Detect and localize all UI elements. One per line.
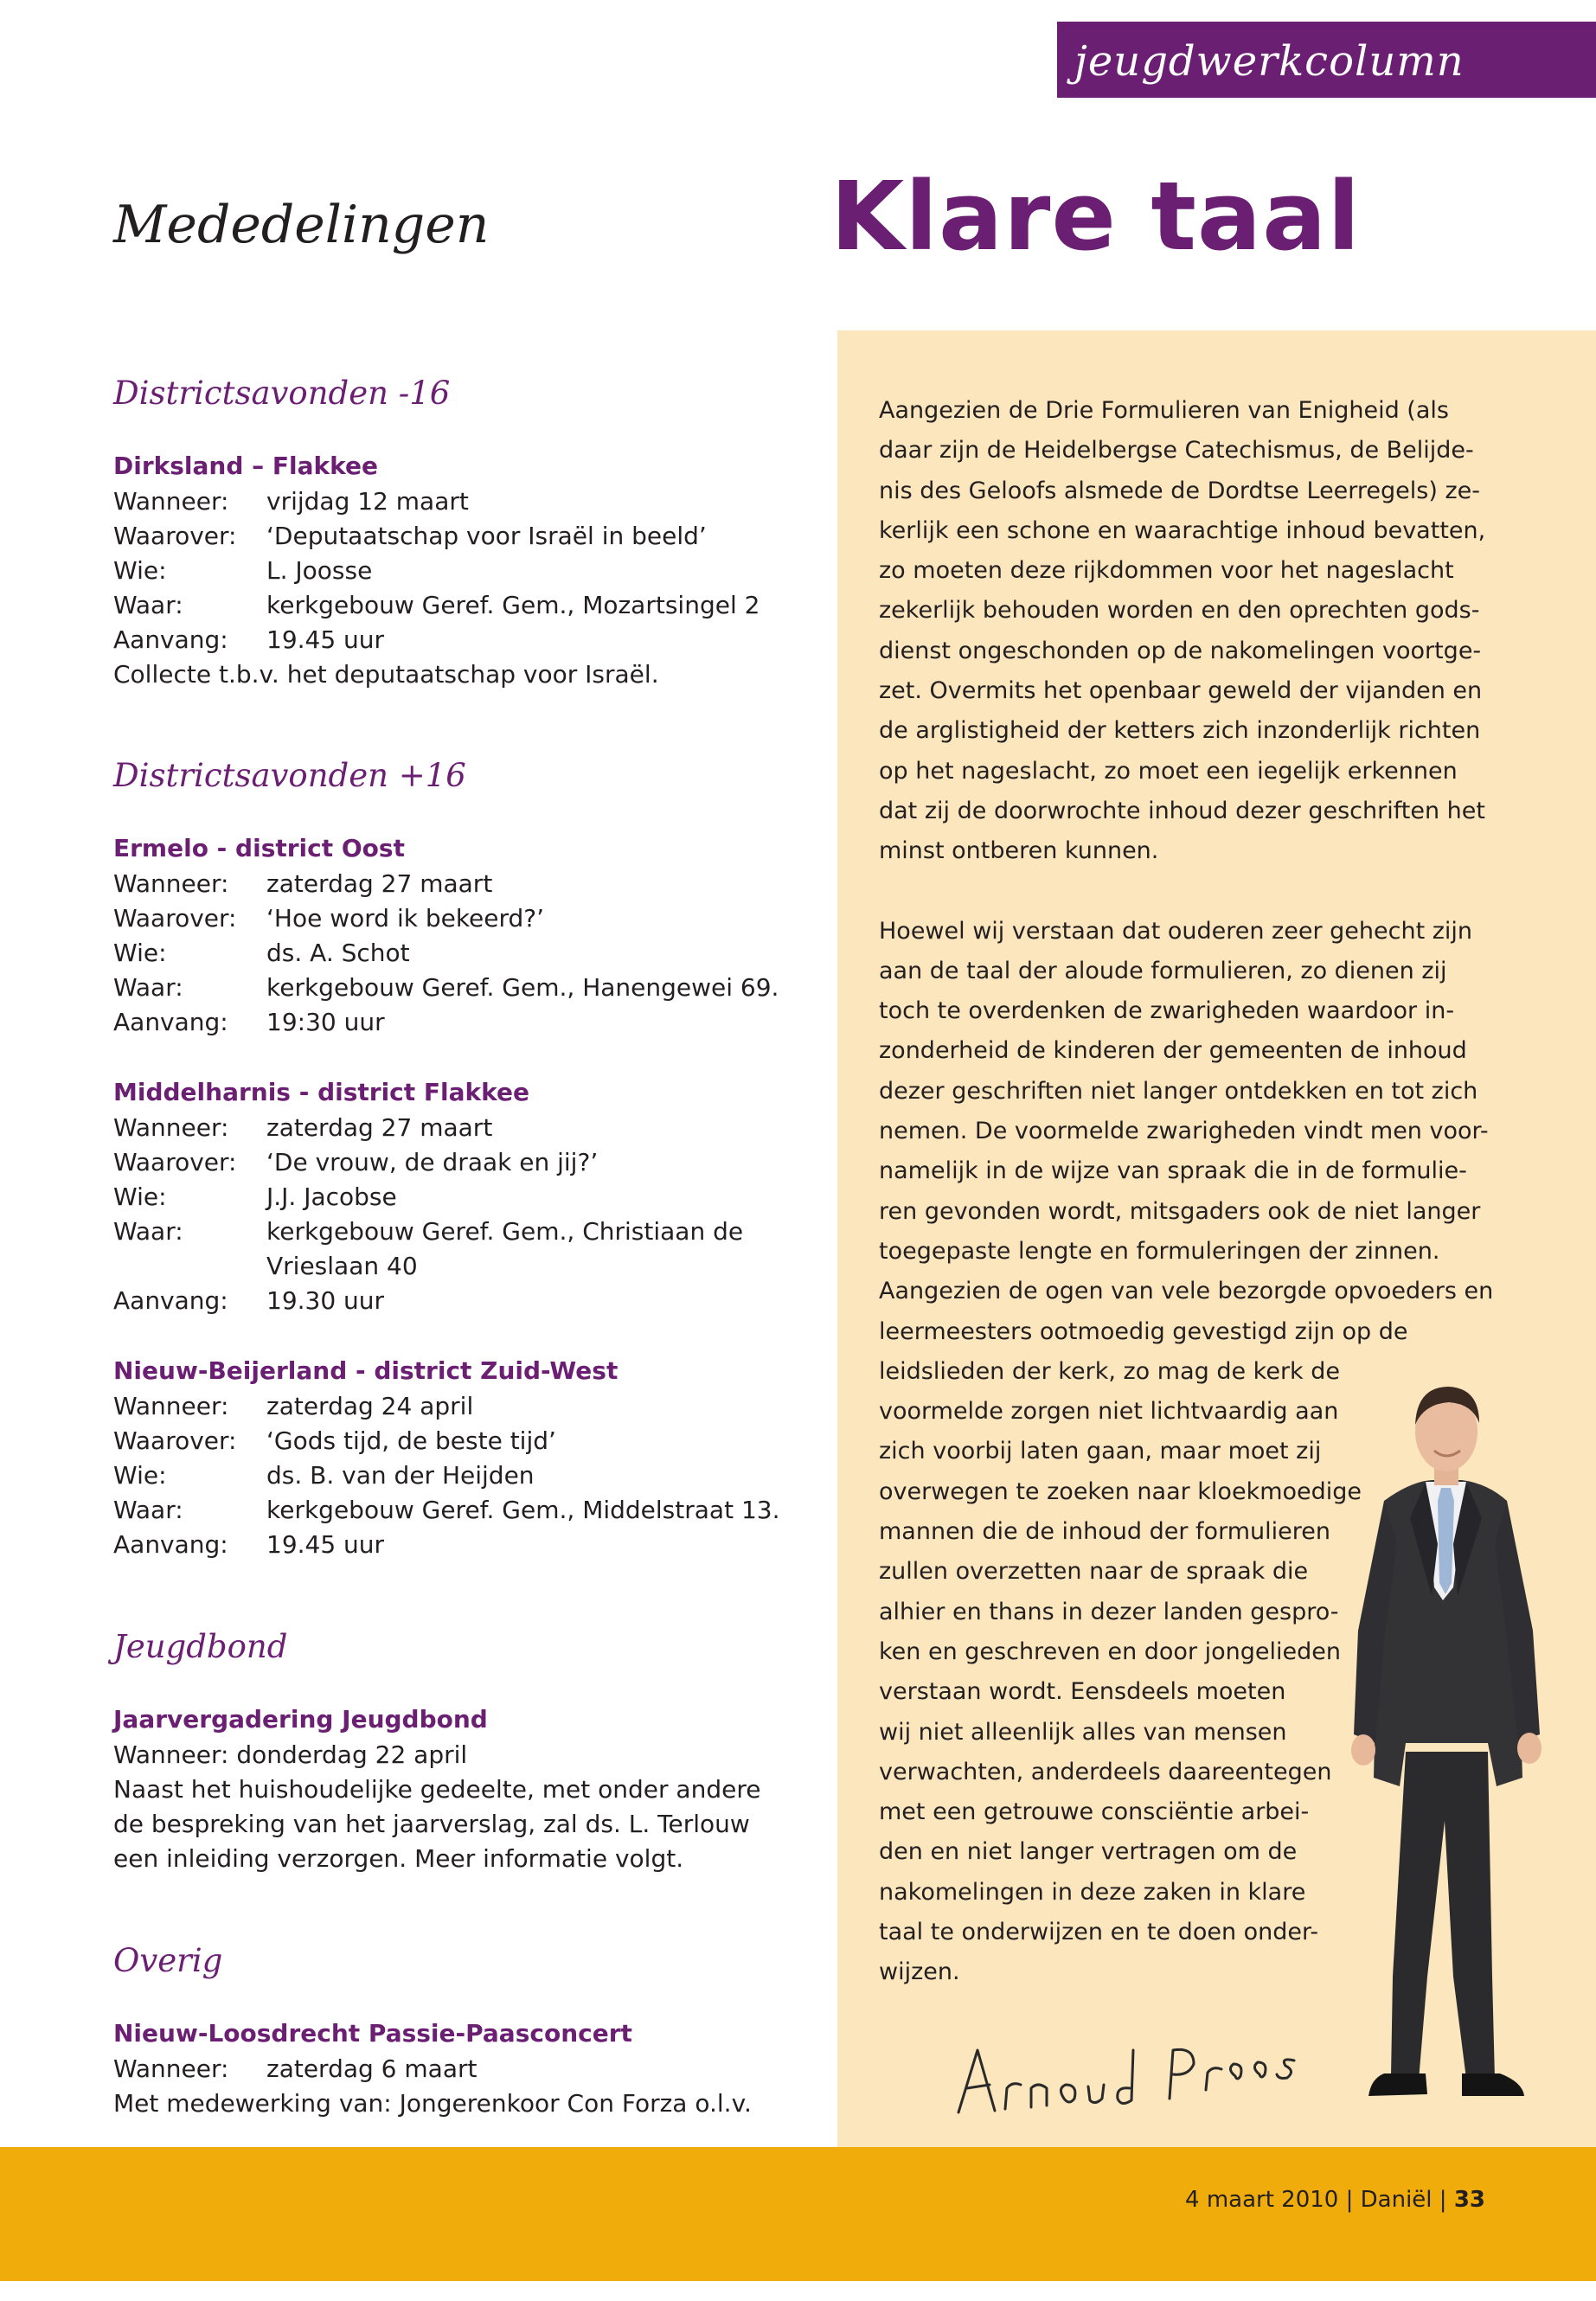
column-tag (1057, 22, 1596, 98)
article-line: dat zij de doorwrochte inhoud dezer geschriften het (879, 797, 1485, 824)
jeugdbond-line: een inleiding verzorgen. Meer informatie volgt. (113, 1844, 684, 1873)
article-line: de arglistigheid der ketters zich inzonderlijk richten (879, 717, 1481, 745)
section-title-districts-plus16: Districtsavonden +16 (113, 757, 466, 794)
row-label: Aanvang: (113, 1008, 228, 1036)
row-label: Wie: (113, 1461, 167, 1490)
row-value: zaterdag 6 maart (266, 2054, 478, 2083)
article-line: op het nageslacht, zo moet een iegelijk erkennen (879, 757, 1458, 785)
row-label: Aanvang: (113, 1286, 228, 1315)
article-line: met een getrouwe consciëntie arbei- (879, 1798, 1310, 1826)
row-label: Waarover: (113, 904, 237, 933)
article-line: verwachten, anderdeels daareentegen (879, 1758, 1332, 1785)
author-photo (1324, 1371, 1557, 2115)
article-line: zich voorbij laten gaan, maar moet zij (879, 1438, 1322, 1465)
row-label: Wie: (113, 556, 167, 585)
event-note: Met medewerking van: Jongerenkoor Con Forza o.l.v. (113, 2089, 752, 2118)
article-line: zet. Overmits het openbaar geweld der vijanden en (879, 677, 1483, 705)
footer-info (1185, 2187, 1485, 2213)
jeugdbond-line: Naast het huishoudelijke gedeelte, met onder andere (113, 1775, 761, 1804)
event-note: Collecte t.b.v. het deputaatschap voor Israël. (113, 660, 659, 689)
article-line: zo moeten deze rijkdommen voor het nageslacht (879, 557, 1454, 585)
column-tag-label: jeugdwerkcolumn (1074, 37, 1465, 86)
footer-separator: | (1439, 2187, 1447, 2213)
article-line: den en niet langer vertragen om de (879, 1838, 1298, 1866)
event-title: Nieuw-Beijerland - district Zuid-West (113, 1356, 619, 1385)
article-line: toegepaste lengte en formuleringen der zinnen. (879, 1237, 1440, 1265)
row-value: zaterdag 27 maart (266, 1113, 493, 1142)
article-line: leermeesters ootmoedig gevestigd zijn op de (879, 1317, 1408, 1345)
jeugdbond-line: Wanneer: donderdag 22 april (113, 1740, 468, 1769)
article-line: nakomelingen in deze zaken in klare (879, 1878, 1306, 1906)
row-value: ds. A. Schot (266, 939, 410, 967)
article-line: overwegen te zoeken naar kloekmoedige (879, 1477, 1362, 1505)
footer-magazine: Daniël (1360, 2187, 1433, 2213)
row-label: Wanneer: (113, 487, 229, 516)
row-value: ‘Deputaatschap voor Israël in beeld’ (266, 522, 707, 550)
article-line: nis des Geloofs alsmede de Dordtse Leerregels) ze- (879, 477, 1480, 504)
row-value: 19:30 uur (266, 1008, 385, 1036)
article-line: daar zijn de Heidelbergse Catechismus, de Belijde- (879, 437, 1474, 465)
row-label: Waarover: (113, 1426, 237, 1455)
article-line: zullen overzetten naar de spraak die (879, 1558, 1309, 1586)
article-line: toch te overdenken de zwarigheden waardoor in- (879, 997, 1455, 1025)
article-line: zonderheid de kinderen der gemeenten de inhoud (879, 1037, 1467, 1065)
row-label: Wanneer: (113, 2054, 229, 2083)
row-label: Waar: (113, 1496, 183, 1524)
row-label: Waar: (113, 1217, 183, 1246)
row-label: Waar: (113, 591, 183, 619)
article-line: Aangezien de Drie Formulieren van Enigheid (als (879, 397, 1449, 424)
article-line: taal te onderwijzen en te doen onder- (879, 1918, 1319, 1945)
row-label: Waarover: (113, 522, 237, 550)
article-line: Aangezien de ogen van vele bezorgde opvoeders en (879, 1278, 1494, 1305)
row-value: 19.30 uur (266, 1286, 385, 1315)
event-title: Middelharnis - district Flakkee (113, 1078, 530, 1106)
article-line: wij niet alleenlijk alles van mensen (879, 1718, 1287, 1746)
row-value: zaterdag 27 maart (266, 869, 493, 898)
article-line: wijzen. (879, 1958, 960, 1986)
row-value: kerkgebouw Geref. Gem., Mozartsingel 2 (266, 591, 760, 619)
article-line: namelijk in de wijze van spraak die in de formulie- (879, 1157, 1467, 1185)
article-line: ren gevonden wordt, mitsgaders ook de niet langer (879, 1197, 1481, 1225)
article-line: voormelde zorgen niet lichtvaardig aan (879, 1398, 1339, 1426)
row-value: ‘Hoe word ik bekeerd?’ (266, 904, 545, 933)
jeugdbond-line: de bespreking van het jaarverslag, zal ds. L. Terlouw (113, 1810, 750, 1838)
row-label: Wie: (113, 939, 167, 967)
section-title-overig: Overig (113, 1942, 223, 1979)
article-line: verstaan wordt. Eensdeels moeten (879, 1678, 1286, 1706)
row-label: Waarover: (113, 1148, 237, 1176)
article-line: zekerlijk behouden worden en den oprechten gods- (879, 597, 1480, 625)
row-label: Wie: (113, 1183, 167, 1211)
row-label: Wanneer: (113, 1392, 229, 1420)
row-label: Aanvang: (113, 1530, 228, 1559)
row-value: kerkgebouw Geref. Gem., Hanengewei 69. (266, 973, 779, 1002)
article-line: nemen. De voormelde zwarigheden vindt men voor- (879, 1118, 1489, 1145)
row-label: Wanneer: (113, 869, 229, 898)
article-line: ken en geschreven en door jongelieden (879, 1638, 1341, 1665)
row-value: kerkgebouw Geref. Gem., Middelstraat 13. (266, 1496, 780, 1524)
footer-separator: | (1345, 2187, 1354, 2213)
article-line: leidslieden der kerk, zo mag de kerk de (879, 1357, 1341, 1385)
row-value: Vrieslaan 40 (266, 1252, 418, 1280)
column-title: Klare taal (830, 161, 1362, 272)
row-value: ‘Gods tijd, de beste tijd’ (266, 1426, 556, 1455)
footer-bar (0, 2147, 1596, 2281)
article-line: aan de taal der aloude formulieren, zo dienen zij (879, 957, 1447, 984)
event-title: Nieuw-Loosdrecht Passie-Paasconcert (113, 2019, 632, 2048)
row-label: Aanvang: (113, 625, 228, 654)
event-title: Jaarvergadering Jeugdbond (113, 1705, 488, 1734)
article-line: Hoewel wij verstaan dat ouderen zeer gehecht zijn (879, 917, 1473, 945)
row-value: zaterdag 24 april (266, 1392, 474, 1420)
article-line: dezer geschriften niet langer ontdekken en tot zich (879, 1077, 1478, 1105)
footer-date: 4 maart 2010 (1185, 2187, 1339, 2213)
page-number: 33 (1453, 2187, 1485, 2213)
article-line: dienst ongeschonden op de nakomelingen voortge- (879, 637, 1482, 664)
row-value: J.J. Jacobse (266, 1183, 397, 1211)
row-value: ds. B. van der Heijden (266, 1461, 535, 1490)
article-line: kerlijk een schone en waarachtige inhoud bevatten, (879, 516, 1486, 544)
row-value: L. Joosse (266, 556, 373, 585)
event-title: Dirksland – Flakkee (113, 452, 378, 480)
article-line: mannen die de inhoud der formulieren (879, 1518, 1330, 1546)
article-line: alhier en thans in dezer landen gespro- (879, 1598, 1339, 1625)
article-paragraph-1 (879, 391, 1486, 872)
row-value: 19.45 uur (266, 1530, 385, 1559)
row-value: kerkgebouw Geref. Gem., Christiaan de (266, 1217, 744, 1246)
row-value: vrijdag 12 maart (266, 487, 469, 516)
section-title-jeugdbond: Jeugdbond (113, 1628, 288, 1665)
row-value: ‘De vrouw, de draak en jij?’ (266, 1148, 599, 1176)
section-title-districts-min16: Districtsavonden -16 (113, 375, 451, 412)
event-title: Ermelo - district Oost (113, 834, 405, 862)
row-label: Waar: (113, 973, 183, 1002)
mededelingen-title: Mededelingen (113, 195, 490, 255)
row-label: Wanneer: (113, 1113, 229, 1142)
author-signature (952, 2016, 1315, 2137)
article-line: minst ontberen kunnen. (879, 837, 1159, 865)
row-value: 19.45 uur (266, 625, 385, 654)
